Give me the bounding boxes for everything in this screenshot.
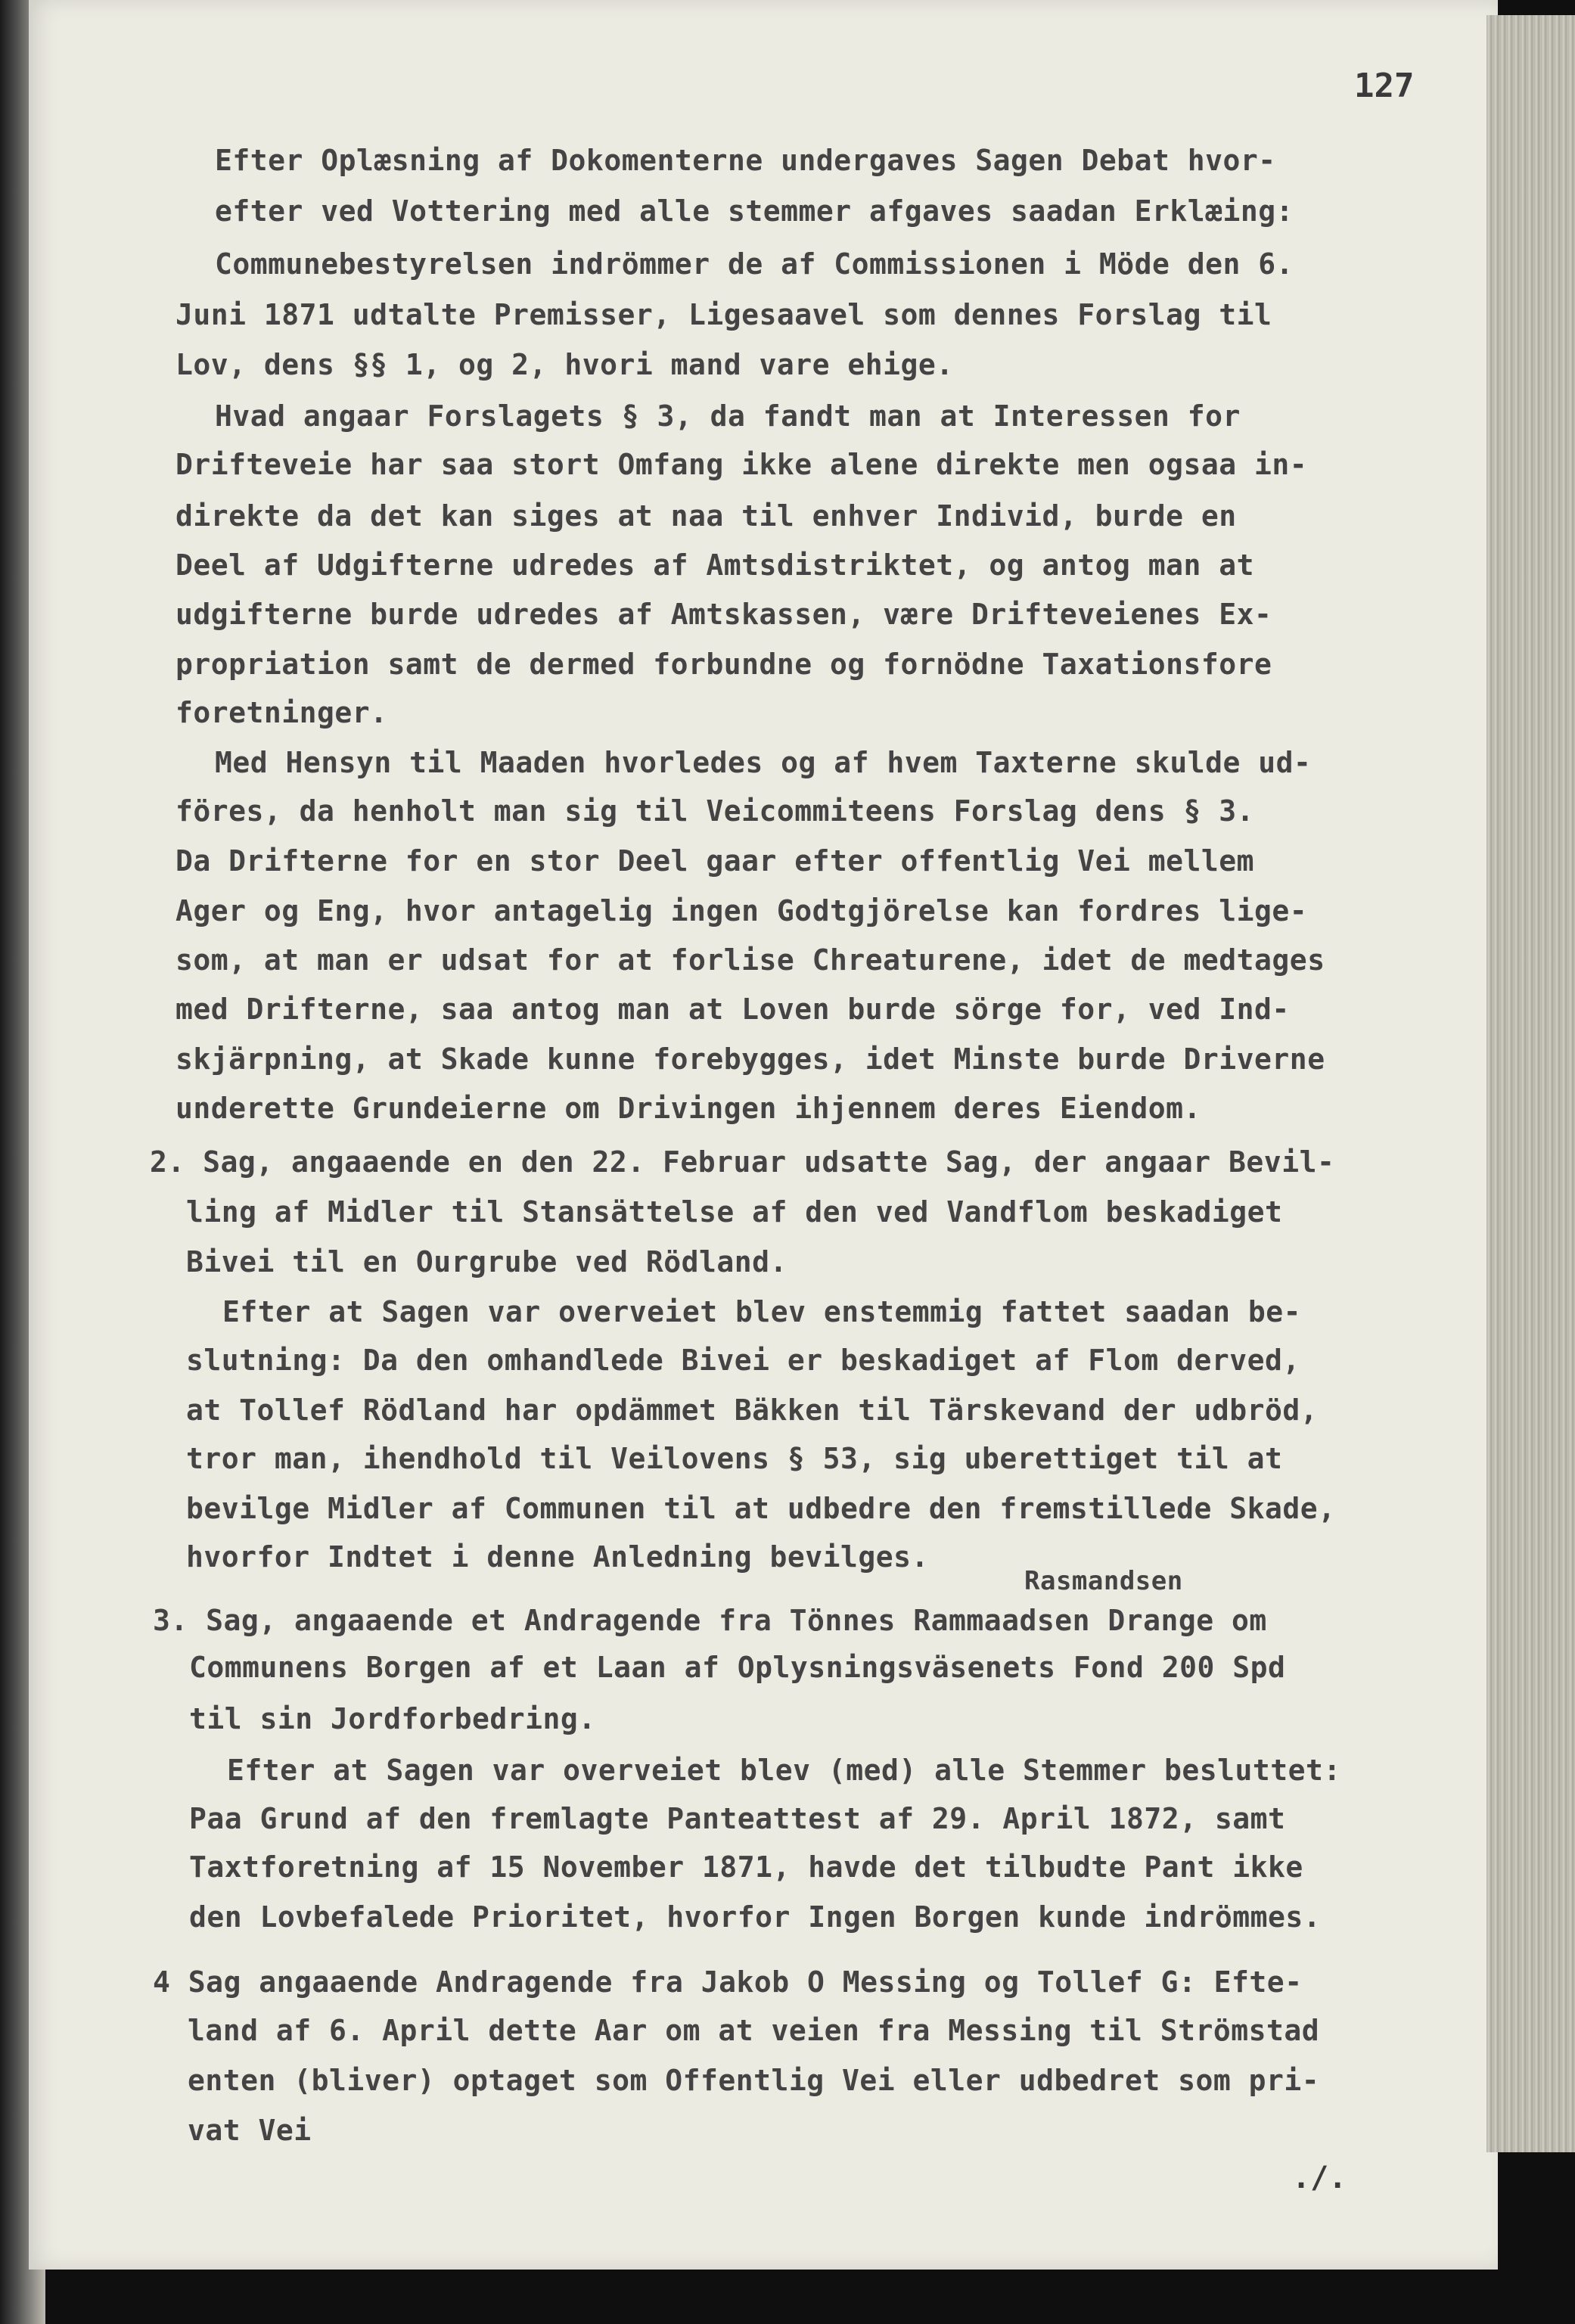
text-line: propriation samt de dermed forbundne og fornödne Taxationsfore <box>176 648 1272 681</box>
text-line: Med Hensyn til Maaden hvorledes og af hvem Taxterne skulde ud- <box>215 746 1312 779</box>
text-line: Efter at Sagen var overveiet blev (med) alle Stemmer besluttet: <box>227 1754 1341 1787</box>
text-line: ling af Midler til Stansättelse af den ved Vandflom beskadiget <box>186 1195 1283 1229</box>
page-number: 127 <box>1354 67 1415 105</box>
text-line: slutning: Da den omhandlede Bivei er beskadiget af Flom derved, <box>186 1344 1300 1377</box>
text-line: til sin Jordforbedring. <box>189 1702 596 1735</box>
text-line: skjärpning, at Skade kunne forebygges, idet Minste burde Driverne <box>176 1042 1325 1076</box>
text-line: vat Vei <box>188 2114 312 2147</box>
text-line: direkte da det kan siges at naa til enhver Individ, burde en <box>176 499 1237 533</box>
book-page-edges <box>1486 15 1575 2152</box>
text-line: underette Grundeierne om Drivingen ihjennem deres Eiendom. <box>176 1092 1201 1125</box>
text-line: Efter at Sagen var overveiet blev enstemmig fattet saadan be- <box>222 1295 1302 1328</box>
text-line: Lov, dens §§ 1, og 2, hvori mand vare ehige. <box>176 348 954 381</box>
text-line: Paa Grund af den fremlagte Panteattest af 29. April 1872, samt <box>189 1802 1286 1835</box>
text-line: Da Drifterne for en stor Deel gaar efter offentlig Vei mellem <box>176 844 1255 878</box>
text-line: at Tollef Rödland har opdämmet Bäkken til Tärskevand der udbröd, <box>186 1393 1319 1427</box>
text-line: Communebestyrelsen indrömmer de af Commissionen i Möde den 6. <box>215 247 1294 281</box>
text-line: bevilge Midler af Communen til at udbedre den fremstillede Skade, <box>186 1492 1336 1525</box>
text-line: med Drifterne, saa antog man at Loven burde sörge for, ved Ind- <box>176 993 1290 1026</box>
text-line: Communens Borgen af et Laan af Oplysningsväsenets Fond 200 Spd <box>189 1651 1286 1684</box>
text-line: enten (bliver) optaget som Offentlig Vei eller udbedret som pri- <box>188 2064 1320 2097</box>
text-line: land af 6. April dette Aar om at veien fra Messing til Strömstad <box>188 2014 1320 2047</box>
text-line: hvorfor Indtet i denne Anledning bevilges. <box>186 1540 929 1574</box>
text-line: Juni 1871 udtalte Premisser, Ligesaavel som dennes Forslag til <box>176 298 1272 331</box>
text-line: den Lovbefalede Prioritet, hvorfor Ingen Borgen kunde indrömmes. <box>189 1900 1322 1934</box>
interlinear-insertion: Rasmandsen <box>1024 1566 1183 1596</box>
document-page <box>29 0 1498 2270</box>
text-line: efter ved Vottering med alle stemmer afgaves saadan Erklæing: <box>215 194 1294 228</box>
text-line: som, at man er udsat for at forlise Chreaturene, idet de medtages <box>176 943 1325 977</box>
text-line: Hvad angaar Forslagets § 3, da fandt man at Interessen for <box>215 399 1241 433</box>
text-line: 2. Sag, angaaende en den 22. Februar udsatte Sag, der angaar Bevil- <box>150 1145 1335 1179</box>
text-line: 4 Sag angaaende Andragende fra Jakob O Messing og Tollef G: Efte- <box>153 1965 1303 1999</box>
text-line: Drifteveie har saa stort Omfang ikke alene direkte men ogsaa in- <box>176 448 1308 481</box>
continuation-mark: ./. <box>1292 2161 1347 2195</box>
text-line: udgifterne burde udredes af Amtskassen, være Drifteveienes Ex- <box>176 598 1272 631</box>
text-line: Deel af Udgifterne udredes af Amtsdistriktet, og antog man at <box>176 548 1255 582</box>
text-line: Efter Oplæsning af Dokomenterne undergaves Sagen Debat hvor- <box>215 144 1276 177</box>
body-text <box>29 0 1498 2270</box>
text-line: föres, da henholt man sig til Veicommiteens Forslag dens § 3. <box>176 794 1255 828</box>
text-line: Ager og Eng, hvor antagelig ingen Godtgjörelse kan fordres lige- <box>176 894 1308 927</box>
text-line: Taxtforetning af 15 November 1871, havde det tilbudte Pant ikke <box>189 1850 1303 1884</box>
text-line: tror man, ihendhold til Veilovens § 53, sig uberettiget til at <box>186 1442 1283 1475</box>
text-line: 3. Sag, angaaende et Andragende fra Tönnes Rammaadsen Drange om <box>153 1604 1267 1637</box>
text-line: foretninger. <box>176 696 388 729</box>
text-line: Bivei til en Ourgrube ved Rödland. <box>186 1245 788 1279</box>
